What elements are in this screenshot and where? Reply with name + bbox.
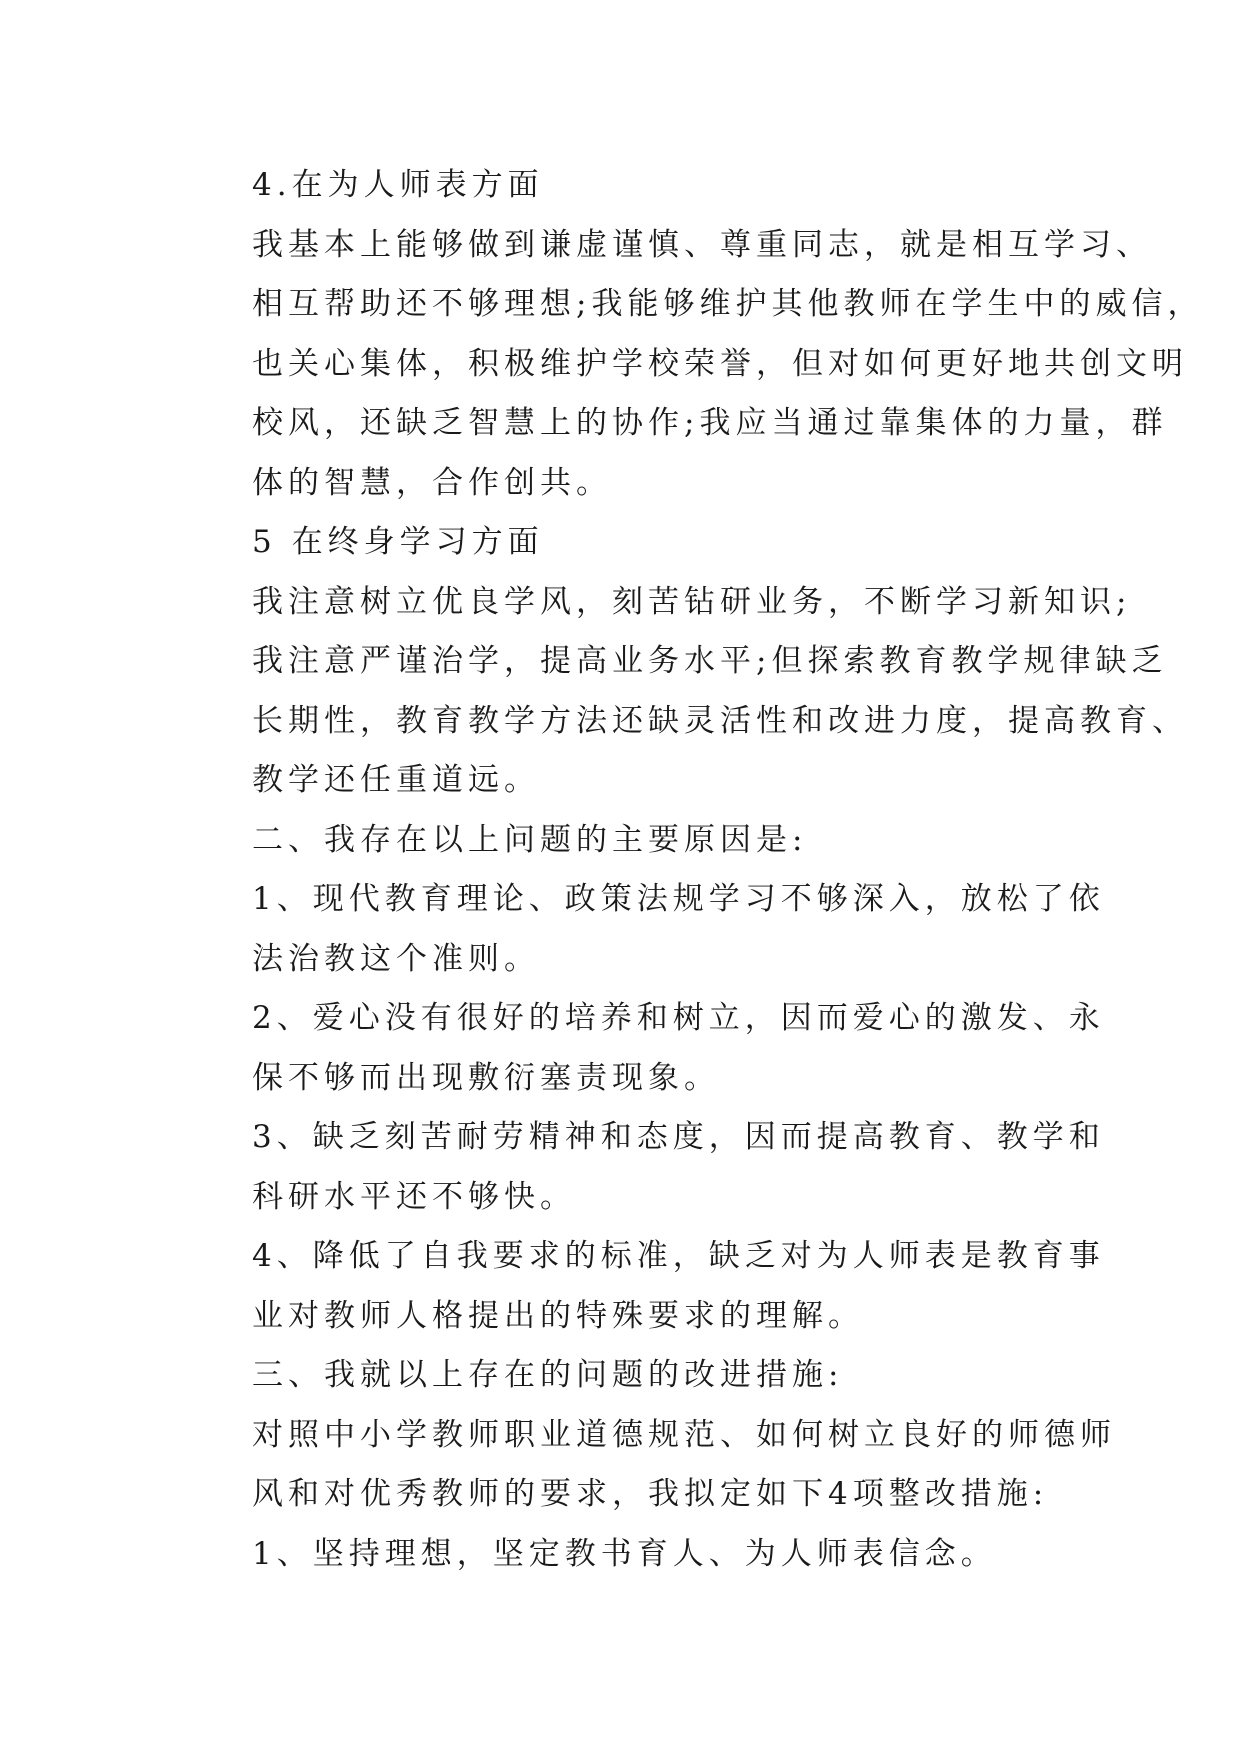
text-line: 相互帮助还不够理想;我能够维护其他教师在学生中的威信， bbox=[252, 286, 1204, 322]
text-line: 业对教师人格提出的特殊要求的理解。 bbox=[252, 1297, 864, 1334]
paragraph-lifelong-learning bbox=[190, 573, 1188, 811]
text-line: 4.在为人师表方面 bbox=[252, 167, 544, 203]
text-line: 教学还任重道远。 bbox=[252, 762, 540, 798]
measure-item-1 bbox=[190, 1525, 1070, 1585]
text-line: 对照中小学教师职业道德规范、如何树立良好的师德师 bbox=[252, 1416, 1116, 1453]
text-line: 科研水平还不够快。 bbox=[252, 1178, 576, 1215]
cause-item-1 bbox=[190, 870, 1105, 989]
text-line: 我注意严谨治学，提高业务水平;但探索教育教学规律缺乏 bbox=[252, 643, 1168, 679]
text-line: 法治教这个准则。 bbox=[252, 940, 540, 977]
cause-item-4 bbox=[190, 1227, 1105, 1346]
paragraph-measures-intro bbox=[190, 1406, 1116, 1525]
text-line: 三、我就以上存在的问题的改进措施: bbox=[252, 1357, 844, 1393]
text-line: 长期性，教育教学方法还缺灵活性和改进力度，提高教育、 bbox=[252, 702, 1188, 739]
document-page bbox=[190, 156, 1204, 1584]
text-line: 风和对优秀教师的要求，我拟定如下4项整改措施: bbox=[252, 1476, 1049, 1512]
text-line: 1、坚持理想，坚定教书育人、为人师表信念。 bbox=[252, 1535, 997, 1572]
text-line: 我注意树立优良学风，刻苦钻研业务，不断学习新知识; bbox=[252, 583, 1132, 620]
heading-teacher-model bbox=[190, 156, 1070, 216]
text-line: 5 在终身学习方面 bbox=[252, 524, 544, 560]
text-line: 2、爱心没有很好的培养和树立，因而爱心的激发、永 bbox=[252, 1000, 1105, 1036]
text-line: 3、缺乏刻苦耐劳精神和态度，因而提高教育、教学和 bbox=[252, 1119, 1105, 1155]
text-line: 4、降低了自我要求的标准，缺乏对为人师表是教育事 bbox=[252, 1238, 1105, 1274]
heading-main-causes bbox=[190, 811, 1070, 871]
cause-item-2 bbox=[190, 989, 1105, 1108]
text-line: 体的智慧，合作创共。 bbox=[252, 464, 612, 501]
text-line: 二、我存在以上问题的主要原因是: bbox=[252, 821, 808, 858]
text-line: 保不够而出现敷衍塞责现象。 bbox=[252, 1059, 720, 1096]
cause-item-3 bbox=[190, 1108, 1105, 1227]
heading-lifelong-learning bbox=[190, 513, 1070, 573]
heading-improvement-measures bbox=[190, 1346, 1070, 1406]
text-line: 我基本上能够做到谦虚谨慎、尊重同志，就是相互学习、 bbox=[252, 226, 1152, 263]
text-line: 校风，还缺乏智慧上的协作;我应当通过靠集体的力量，群 bbox=[252, 405, 1168, 441]
text-line: 1、现代教育理论、政策法规学习不够深入，放松了依 bbox=[252, 881, 1105, 917]
paragraph-teacher-model bbox=[190, 216, 1204, 514]
text-line: 也关心集体，积极维护学校荣誉，但对如何更好地共创文明 bbox=[252, 345, 1188, 382]
